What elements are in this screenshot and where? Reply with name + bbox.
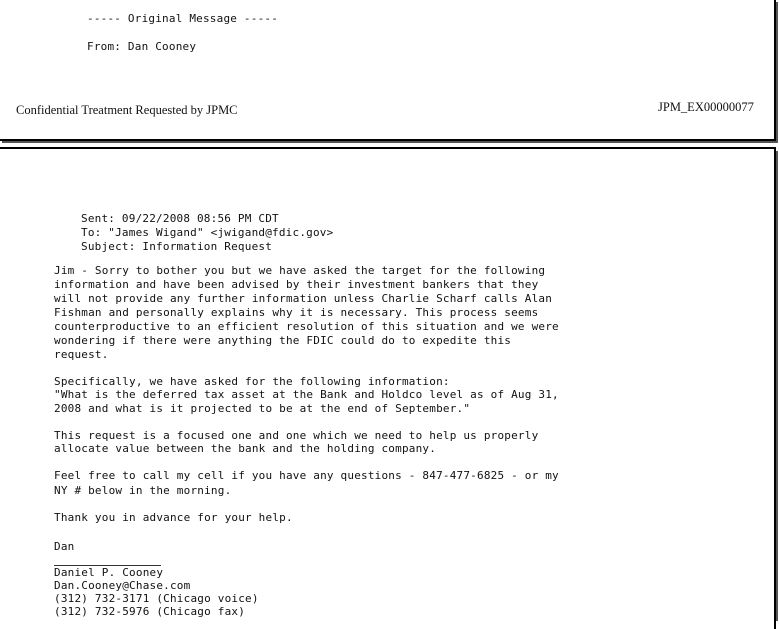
original-message-header: ----- Original Message -----: [87, 12, 279, 25]
text-line: This request is a focused one and one which we need to help us properly: [54, 429, 539, 442]
page-shadow: [2, 141, 778, 143]
thanks-line: Thank you in advance for your help.: [54, 511, 293, 524]
page-shadow: [776, 151, 778, 621]
text-line: Fishman and personally explains why it is necessary. This process seems: [54, 306, 539, 319]
bates-number: JPM_EX00000077: [658, 100, 754, 114]
signature-fax: (312) 732-5976 (Chicago fax): [54, 605, 246, 618]
signature-phone: (312) 732-3171 (Chicago voice): [54, 592, 259, 605]
subject-line: Subject: Information Request: [81, 240, 273, 253]
text-line: request.: [54, 348, 109, 361]
text-line: counterproductive to an efficient resolution of this situation and we were: [54, 320, 559, 333]
text-line: Feel free to call my cell if you have any questions - 847-477-6825 - or my: [54, 469, 559, 482]
text-line: Specifically, we have asked for the following information:: [54, 375, 450, 388]
signature-name: Daniel P. Cooney: [54, 566, 164, 579]
sign-off: Dan: [54, 540, 75, 553]
text-line: "What is the deferred tax asset at the Bank and Holdco level as of Aug 31,: [54, 388, 559, 401]
text-line: Jim - Sorry to bother you but we have asked the target for the following: [54, 264, 546, 277]
document-page-top: [0, 0, 776, 141]
text-line: NY # below in the morning.: [54, 484, 232, 497]
to-line: To: "James Wigand" <jwigand@fdic.gov>: [81, 226, 334, 239]
signature-email: Dan.Cooney@Chase.com: [54, 579, 191, 592]
text-line: will not provide any further information unless Charlie Scharf calls Alan: [54, 292, 553, 305]
text-line: allocate value between the bank and the holding company.: [54, 442, 437, 455]
page-shadow: [776, 2, 778, 141]
confidential-footer: Confidential Treatment Requested by JPMC: [16, 103, 238, 117]
from-line: From: Dan Cooney: [87, 40, 197, 53]
text-line: wondering if there were anything the FDIC could do to expedite this: [54, 334, 512, 347]
text-line: 2008 and what is it projected to be at the end of September.": [54, 402, 471, 415]
text-line: information and have been advised by their investment bankers that they: [54, 278, 539, 291]
sent-line: Sent: 09/22/2008 08:56 PM CDT: [81, 212, 279, 225]
